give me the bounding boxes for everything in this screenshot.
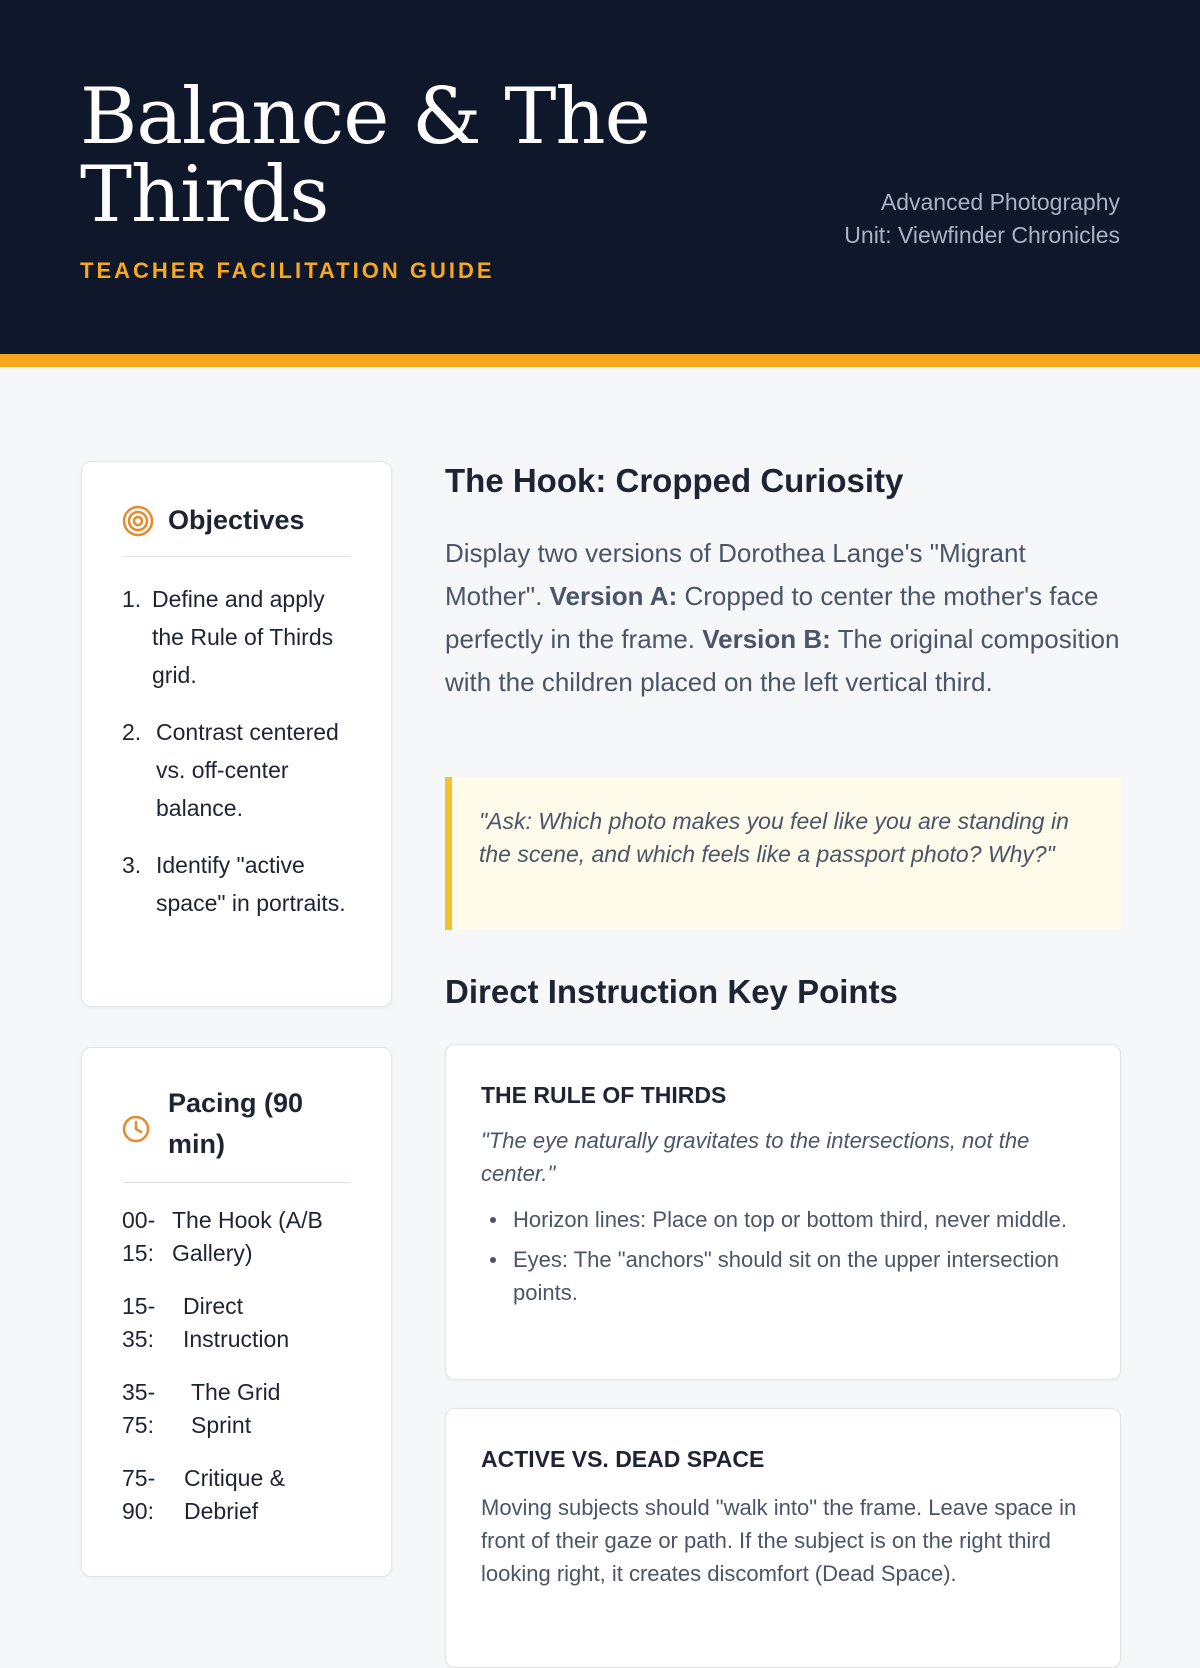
pacing-time: 15-35: (122, 1293, 156, 1352)
unit-name: Unit: Viewfinder Chronicles (844, 222, 1120, 248)
pacing-list (122, 1204, 352, 1548)
key-point-title: THE RULE OF THIRDS (481, 1082, 727, 1108)
key-point-body: Moving subjects should "walk into" the frame. Leave space in front of their gaze or path. If the subject is on the right third looking right, it creates discomfort (Dead Space). (481, 1495, 1077, 1586)
pacing-title: Pacing (90 min) (168, 1088, 304, 1159)
version-a-text: Cropped to center the mother's face perfectly in the frame. (445, 581, 1099, 654)
pacing-row (122, 1204, 352, 1270)
course-name: Advanced Photography (880, 189, 1120, 215)
objective-text: Define and apply the Rule of Thirds grid. (152, 586, 334, 688)
pacing-card (81, 1047, 392, 1577)
key-point-bullets (481, 1203, 1081, 1316)
pacing-time: 75-90: (122, 1465, 156, 1524)
key-point-card (445, 1408, 1121, 1668)
pacing-time: 00-15: (122, 1207, 156, 1266)
target-icon (122, 505, 154, 537)
objective-number: 2. (122, 719, 142, 745)
clock-icon (122, 1115, 150, 1143)
hook-heading: The Hook: Cropped Curiosity (445, 462, 904, 499)
pacing-activity: Direct Instruction (183, 1293, 290, 1352)
key-point-quote: "The eye naturally gravitates to the intersections, not the center." (481, 1128, 1030, 1186)
objective-item (122, 580, 352, 694)
pacing-activity: Critique & Debrief (184, 1465, 285, 1524)
pacing-activity: The Grid Sprint (191, 1379, 281, 1438)
version-a-label: Version A: (549, 581, 678, 611)
objective-text: Contrast centered vs. off-center balance. (156, 719, 339, 821)
objective-item (122, 713, 352, 827)
key-point-bullet: Eyes: The "anchors" should sit on the upper intersection points. (481, 1243, 1081, 1309)
objectives-title: Objectives (168, 505, 305, 535)
pacing-time: 35-75: (122, 1379, 156, 1438)
objective-item (122, 846, 352, 922)
key-point-bullet: Horizon lines: Place on top or bottom third, never middle. (481, 1203, 1081, 1236)
version-b-text: The original composition with the children placed on the left vertical third. (445, 624, 1120, 697)
course-meta (820, 186, 1120, 252)
hook-description (445, 532, 1125, 704)
pacing-row (122, 1376, 352, 1442)
objective-number: 1. (122, 586, 142, 612)
key-point-title: ACTIVE VS. DEAD SPACE (481, 1446, 765, 1472)
hook-intro: Display two versions of Dorothea Lange's "Migrant Mother". (445, 538, 1026, 611)
page-subtitle: TEACHER FACILITATION GUIDE (80, 258, 495, 283)
page-title: Balance & The Thirds (80, 72, 650, 240)
discussion-prompt: "Ask: Which photo makes you feel like you are standing in the scene, and which feels like a passport photo? Why?" (445, 777, 1121, 930)
objectives-list (122, 580, 352, 941)
objectives-header (122, 498, 351, 557)
pacing-activity: The Hook (A/B Gallery) (172, 1207, 323, 1266)
objective-number: 3. (122, 852, 142, 878)
pacing-row (122, 1290, 352, 1356)
instruction-heading: Direct Instruction Key Points (445, 973, 898, 1010)
objective-text: Identify "active space" in portraits. (156, 852, 346, 916)
pacing-header (122, 1083, 351, 1183)
header (0, 0, 1200, 367)
pacing-row (122, 1462, 352, 1528)
version-b-label: Version B: (702, 624, 831, 654)
objectives-card (81, 461, 392, 1007)
key-point-card (445, 1044, 1121, 1380)
